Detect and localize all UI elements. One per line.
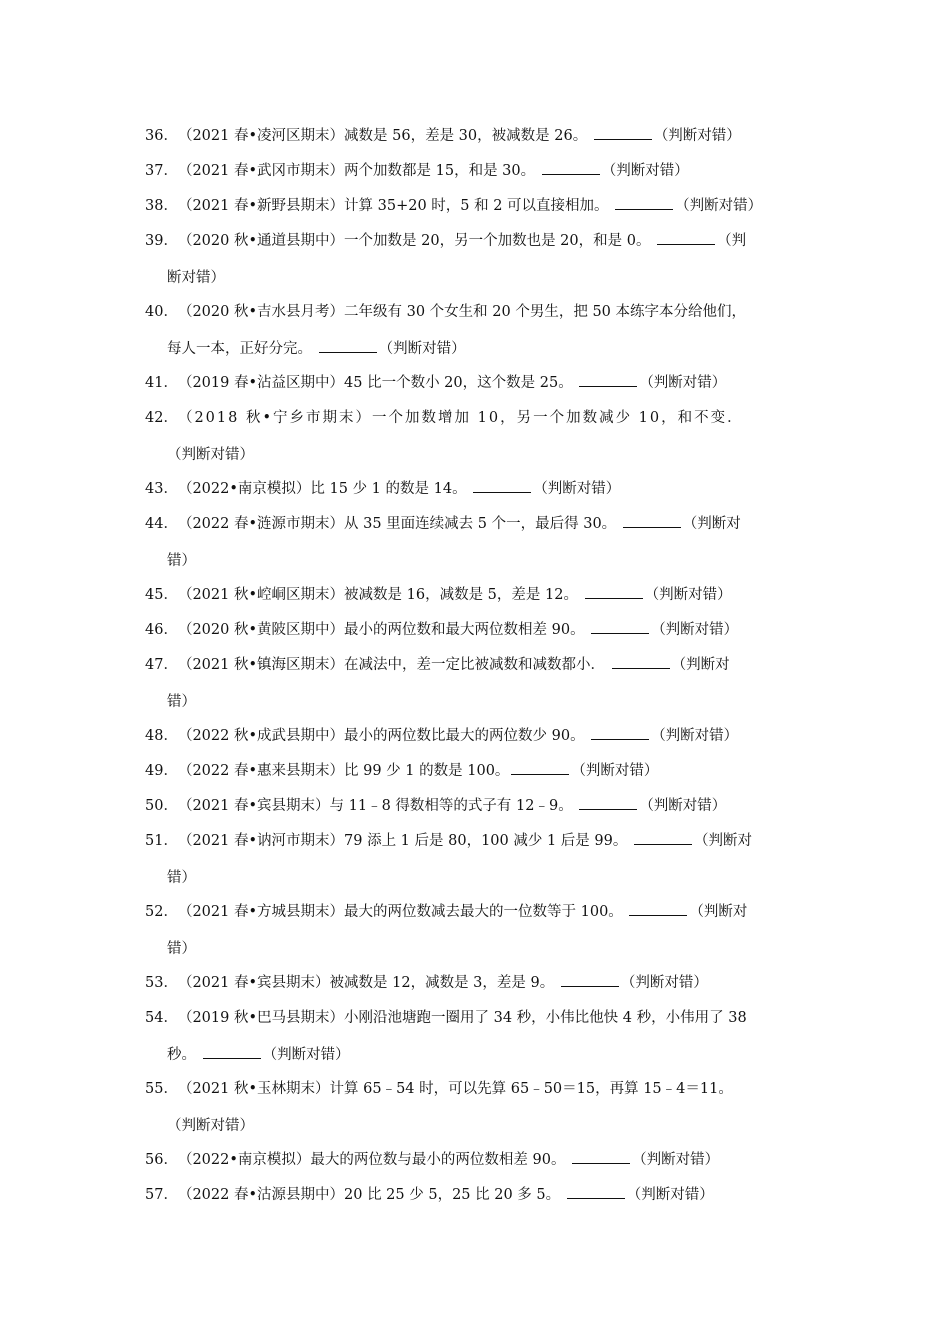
judge-label: （判断对错） [167,447,254,463]
question-text-continued: 秒。 [167,1047,196,1063]
answer-blank[interactable] [579,794,637,810]
question-number: 53． [145,975,178,991]
judge-label: （判断对错） [262,1047,350,1063]
question-number: 49． [145,763,178,779]
question-number: 43． [145,481,178,497]
question-text: （2018 秋•宁乡市期末）一个加数增加 10，另一个加数减少 10，和不变． [177,410,744,426]
question-51 [145,829,810,900]
question-42 [145,406,810,477]
question-37 [145,159,810,194]
question-47 [145,653,810,724]
answer-blank[interactable] [542,159,600,175]
judge-label: （判断对错） [675,198,763,214]
question-text: （2019 秋•巴马县期末）小刚沿池塘跑一圈用了 34 秒，小伟比他快 4 秒，小伟用了 38 [177,1010,747,1026]
question-text: （2020 秋•吉水县月考）二年级有 30 个女生和 20 个男生，把 50 本练字本分给他们， [177,304,747,320]
judge-label: （判断对错） [639,798,727,814]
question-number: 55． [145,1081,178,1097]
answer-blank[interactable] [657,229,715,245]
answer-blank[interactable] [473,477,531,493]
question-54 [145,1006,810,1077]
answer-blank[interactable] [623,512,681,528]
answer-blank[interactable] [572,1148,630,1164]
question-text: （2022 春•涟源市期末）从 35 里面连续减去 5 个一，最后得 30。 [177,516,617,532]
question-text: （2020 秋•黄陂区期中）最小的两位数和最大两位数相差 90。 [177,622,585,638]
judge-label: （判断对错） [378,341,466,357]
answer-blank[interactable] [561,971,619,987]
question-number: 39． [145,233,178,249]
question-46 [145,618,810,653]
question-number: 52． [145,904,178,920]
answer-blank[interactable] [591,724,649,740]
question-text: （2021 春•宾县期末）与 11﹣8 得数相等的式子有 12﹣9。 [177,798,573,814]
question-53 [145,971,810,1006]
judge-label: （判断对错） [644,587,732,603]
question-number: 37． [145,163,178,179]
question-number: 41． [145,375,178,391]
answer-blank[interactable] [585,583,643,599]
question-text: （2021 春•方城县期末）最大的两位数减去最大的一位数等于 100。 [177,904,623,920]
question-number: 40． [145,304,178,320]
answer-blank[interactable] [594,124,652,140]
question-number: 38． [145,198,178,214]
judge-label: （判断对错） [651,622,739,638]
answer-blank[interactable] [203,1043,261,1059]
judge-label: （判断对错） [620,975,708,991]
judge-label: （判断对 [689,904,748,920]
question-49 [145,759,810,794]
judge-label-continued: 断对错） [167,270,225,286]
judge-label: （判断对错） [626,1187,714,1203]
judge-label: （判 [717,233,747,249]
answer-blank[interactable] [591,618,649,634]
judge-label: （判断对错） [651,728,739,744]
judge-label: （判断对 [682,516,741,532]
question-number: 50． [145,798,178,814]
question-text: （2020 秋•通道县期中）一个加数是 20，另一个加数也是 20，和是 0。 [177,233,651,249]
question-55 [145,1077,810,1148]
question-57 [145,1183,810,1218]
question-number: 54． [145,1010,178,1026]
question-40 [145,300,810,371]
question-number: 47． [145,657,178,673]
judge-label: （判断对 [693,833,752,849]
question-39 [145,229,810,300]
question-text: （2021 春•讷河市期末）79 添上 1 后是 80，100 减少 1 后是 99。 [177,833,628,849]
question-text: （2021 春•新野县期末）计算 35+20 时，5 和 2 可以直接相加。 [177,198,609,214]
question-43 [145,477,810,512]
question-41 [145,371,810,406]
question-text-continued: 每人一本，正好分完。 [167,341,312,357]
question-number: 57． [145,1187,178,1203]
question-50 [145,794,810,829]
question-number: 51． [145,833,178,849]
question-text: （2022 春•沽源县期中）20 比 25 少 5，25 比 20 多 5。 [177,1187,561,1203]
judge-label-continued: 错） [167,694,196,710]
question-text: （2022•南京模拟）比 15 少 1 的数是 14。 [177,481,467,497]
question-44 [145,512,810,583]
question-36 [145,124,810,159]
question-number: 48． [145,728,178,744]
question-text: （2021 秋•玉林期末）计算 65﹣54 时，可以先算 65﹣50＝15，再算 15﹣4＝11。 [177,1081,733,1097]
judge-label-continued: 错） [167,941,196,957]
answer-blank[interactable] [567,1183,625,1199]
question-text: （2021 春•凌河区期末）减数是 56，差是 30，被减数是 26。 [177,128,588,144]
answer-blank[interactable] [615,194,673,210]
question-text: （2021 春•武冈市期末）两个加数都是 15，和是 30。 [177,163,536,179]
question-number: 36． [145,128,178,144]
answer-blank[interactable] [629,900,687,916]
question-56 [145,1148,810,1183]
judge-label: （判断对错） [632,1152,720,1168]
judge-label: （判断对错） [601,163,689,179]
judge-label-continued: 错） [167,553,196,569]
answer-blank[interactable] [612,653,670,669]
answer-blank[interactable] [319,337,377,353]
judge-label: （判断对错） [571,763,659,779]
question-number: 56． [145,1152,178,1168]
question-text: （2022 春•惠来县期末）比 99 少 1 的数是 100。 [177,763,510,779]
question-38 [145,194,810,229]
question-45 [145,583,810,618]
question-text: （2021 秋•镇海区期末）在减法中，差一定比被减数和减数都小． [177,657,606,673]
judge-label-continued: 错） [167,870,196,886]
answer-blank[interactable] [634,829,692,845]
judge-label: （判断对错） [639,375,727,391]
question-48 [145,724,810,759]
question-number: 42． [145,410,178,426]
question-text: （2021 春•宾县期末）被减数是 12，减数是 3，差是 9。 [177,975,555,991]
question-number: 46． [145,622,178,638]
question-number: 44． [145,516,178,532]
question-text: （2021 秋•崆峒区期末）被减数是 16，减数是 5，差是 12。 [177,587,578,603]
question-text: （2022•南京模拟）最大的两位数与最小的两位数相差 90。 [177,1152,566,1168]
judge-label: （判断对错） [167,1118,254,1134]
judge-label: （判断对错） [533,481,621,497]
answer-blank[interactable] [511,759,569,775]
question-list [145,124,810,1218]
answer-blank[interactable] [579,371,637,387]
question-52 [145,900,810,971]
judge-label: （判断对 [671,657,730,673]
question-text: （2019 春•沾益区期中）45 比一个数小 20，这个数是 25。 [177,375,573,391]
judge-label: （判断对错） [653,128,741,144]
question-number: 45． [145,587,178,603]
question-text: （2022 秋•成武县期中）最小的两位数比最大的两位数少 90。 [177,728,585,744]
